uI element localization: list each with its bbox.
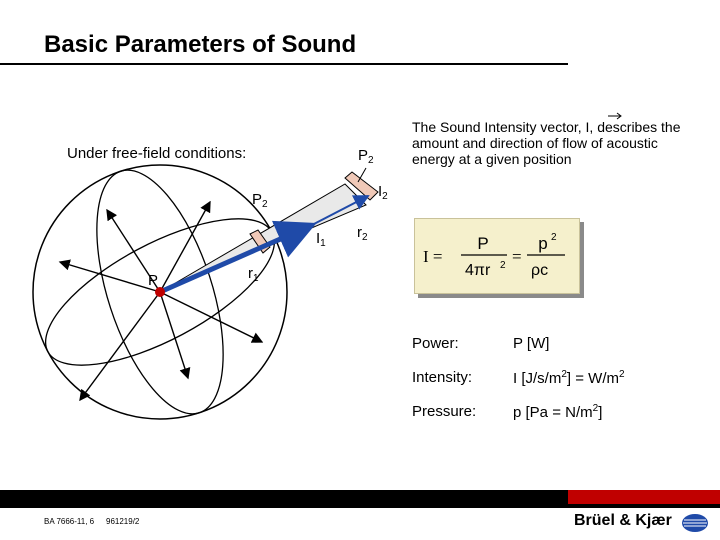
radiation-arrows xyxy=(60,202,262,400)
formula-frac1-den: 4πr xyxy=(465,262,491,279)
p2-inner-label: $P_2$ xyxy=(252,191,268,210)
brand-name: Brüel & Kjær xyxy=(574,512,672,529)
footer-doc-code: BA 7666-11, 6 xyxy=(44,517,95,526)
slide-title: Basic Parameters of Sound xyxy=(44,31,357,58)
intensity-formula-box xyxy=(414,218,580,294)
free-field-caption: Under free-field conditions: xyxy=(67,145,247,162)
param-power-value: P [W] xyxy=(513,335,550,352)
param-pressure-name: Pressure: xyxy=(412,403,477,420)
p2-outer-label: $P_2$ xyxy=(358,147,374,166)
source-label: P xyxy=(148,272,159,289)
param-intensity-name: Intensity: xyxy=(412,369,473,386)
formula-frac2-num: p xyxy=(538,234,548,253)
footer-date-code: 961219/2 xyxy=(106,517,140,526)
intensity-formula xyxy=(415,219,579,293)
formula-frac1-num: P xyxy=(477,234,489,253)
r1-label: $r_1$ xyxy=(248,265,259,284)
formula-frac2-num-exp: 2 xyxy=(551,232,557,243)
param-pressure-value: p $[Pa = N/m^2]$ xyxy=(513,403,603,421)
i2-label: $I_2$ xyxy=(378,183,388,202)
intensity-description: The Sound Intensity vector, I, describes the amount and direction of flow of acoustic energy at a given position xyxy=(412,119,681,167)
brand-logo-icon xyxy=(680,512,710,534)
formula-equals: = xyxy=(512,247,522,266)
param-intensity-value: I $[J/s/m^2] = W/m^2$ xyxy=(513,369,625,387)
footer-accent-bar xyxy=(568,490,720,504)
r2-label: $r_2$ xyxy=(357,224,368,243)
formula-frac2-den: ρc xyxy=(531,262,549,279)
param-power-name: Power: xyxy=(412,335,459,352)
formula-lhs: I = xyxy=(423,247,443,266)
i1-label: $I_1$ xyxy=(316,230,326,249)
formula-frac1-den-exp: 2 xyxy=(500,260,506,271)
